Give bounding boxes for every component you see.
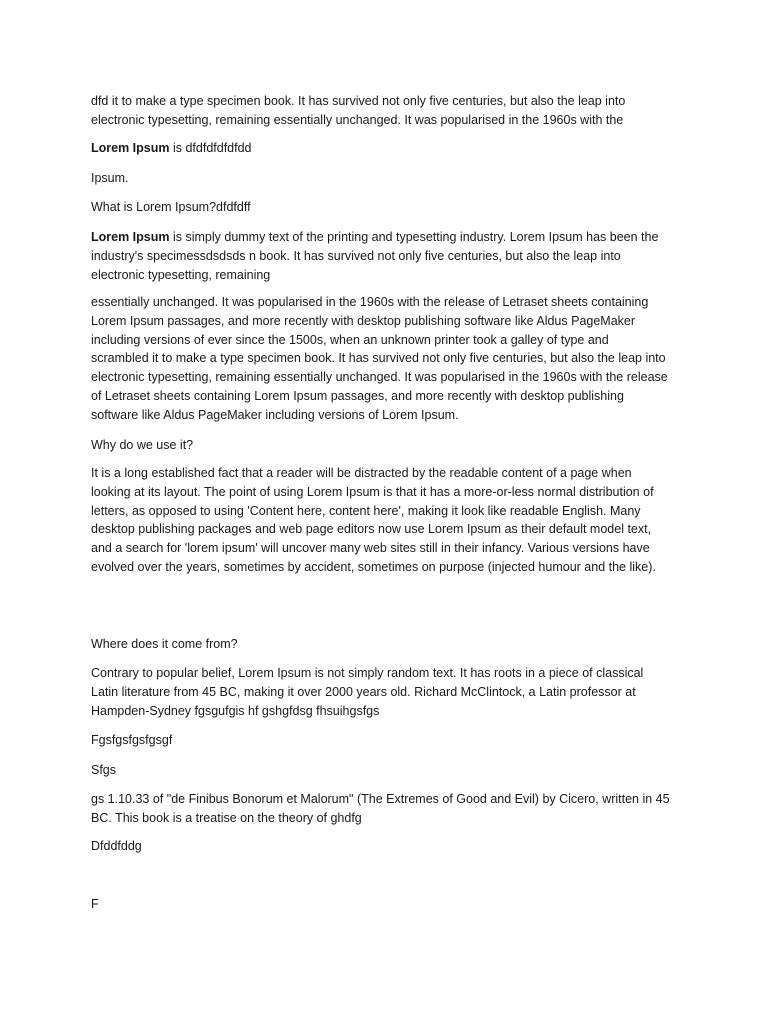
- paragraph-intro: dfd it to make a type specimen book. It has survived not only five centuries, but also the leap into electronic typesetting, remaining essentially unchanged. It was popularised in the 1960s with the: [91, 94, 626, 127]
- paragraph-text: is dfdfdfdfdfdd: [169, 141, 252, 155]
- heading-what-is-lorem-ipsum: What is Lorem Ipsum?dfdfdff: [91, 200, 251, 214]
- paragraph-why-use: It is a long established fact that a reader will be distracted by the readable content of a page when looking at its layout. The point of using Lorem Ipsum is that it has a more-or-less normal distribution of letters, as opposed to using 'Content here, content here', making it look like readable English. Many desktop publishing packages and web page editors now use Lorem Ipsum as their default model text, and a search for 'lorem ipsum' will uncover many web sites still in their infancy. Various versions have evolved over the years, sometimes by accident, sometimes on purpose (injected humour and the like).: [91, 466, 656, 574]
- bold-term: Lorem Ipsum: [91, 141, 170, 155]
- paragraph-f: F: [91, 897, 99, 911]
- paragraph-lorem-ipsum-definition: [91, 228, 681, 284]
- bold-term: Lorem Ipsum: [91, 230, 170, 244]
- paragraph-origin: Contrary to popular belief, Lorem Ipsum is not simply random text. It has roots in a piece of classical Latin literature from 45 BC, making it over 2000 years old. Richard McClintock, a Latin professor at Hampden-Sydney fgsgufgis hf gshgfdsg fhsuihgsfgs: [91, 666, 644, 718]
- heading-why-do-we-use-it: Why do we use it?: [91, 438, 194, 452]
- paragraph-lorem-ipsum-short: [91, 139, 681, 158]
- paragraph-ipsum: Ipsum.: [91, 171, 129, 185]
- paragraph-de-finibus: gs 1.10.33 of "de Finibus Bonorum et Malorum" (The Extremes of Good and Evil) by Cicero, written in 45 BC. This book is a treatise on the theory of ghdfg: [91, 792, 670, 825]
- paragraph-history: essentially unchanged. It was popularised in the 1960s with the release of Letraset sheets containing Lorem Ipsum passages, and more recently with desktop publishing software like Aldus PageMaker including versions of ever since the 1500s, when an unknown printer took a galley of type and scrambled it to make a type specimen book. It has survived not only five centuries, but also the leap into electronic typesetting, remaining essentially unchanged. It was popularised in the 1960s with the release of Letraset sheets containing Lorem Ipsum passages, and more recently with desktop publishing software like Aldus PageMaker including versions of Lorem Ipsum.: [91, 295, 668, 422]
- paragraph-fgsfgs: Fgsfgsfgsfgsgf: [91, 733, 173, 747]
- heading-where-does-it-come-from: Where does it come from?: [91, 637, 238, 651]
- paragraph-sfgs: Sfgs: [91, 763, 117, 777]
- paragraph-text: is simply dummy text of the printing and typesetting industry. Lorem Ipsum has been the industry's specimessdsdsds n book. It has survived not only five centuries, but also the leap into electronic typesetting, remaining: [91, 230, 659, 282]
- paragraph-dfddfddg: Dfddfddg: [91, 839, 142, 853]
